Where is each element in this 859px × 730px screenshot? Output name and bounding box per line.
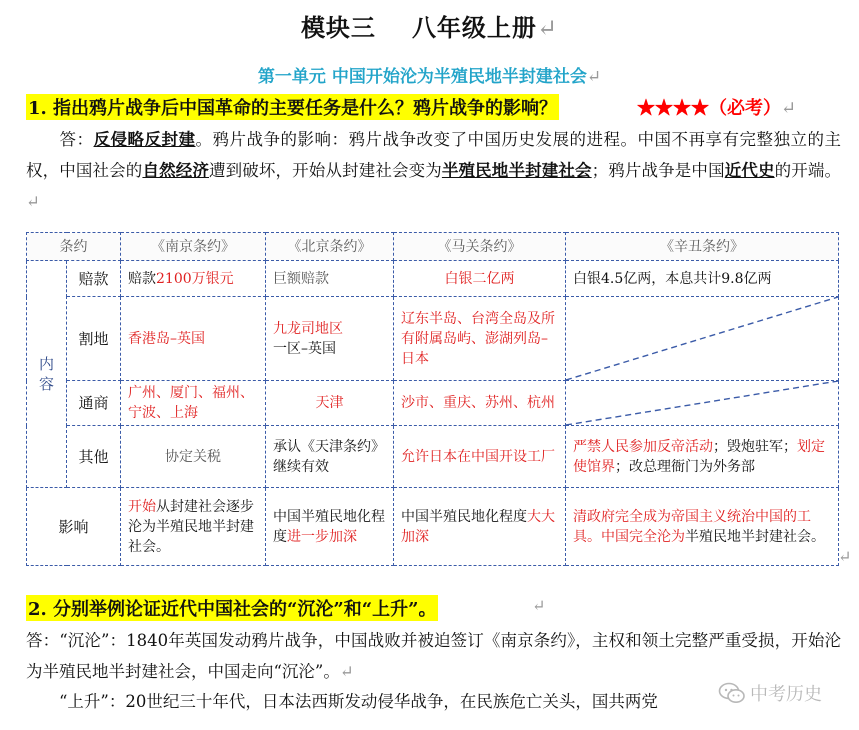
cell-nanjing-territory: 香港岛–英国 [121, 297, 266, 381]
cell-maguan-ports: 沙市、重庆、苏州、杭州 [394, 381, 566, 426]
answer-prefix: 答： [59, 130, 94, 149]
cell-xinchou-other [566, 426, 839, 488]
answer-text: “上升”：20世纪三十年代，日本法西斯发动侵华战争，在民族危亡关头，国共两党 [59, 692, 658, 711]
cell-maguan-indemnity: 白银二亿两 [394, 261, 566, 297]
key-term: 自然经济 [142, 161, 209, 180]
answer-text: 的开端。 [774, 161, 842, 180]
cell-text: 中国半殖民地化程度 [273, 508, 385, 545]
header-xinchou: 《辛丑条约》 [566, 233, 839, 261]
paragraph-mark: ↵ [532, 596, 546, 615]
side-label-text: 内容 [38, 355, 54, 393]
row-label-other: 其他 [67, 426, 121, 488]
answer-1: 答：反侵略反封建。鸦片战争的影响：鸦片战争改变了中国历史发展的进程。中国不再享有完整独立的主权，中国社会的自然经济遭到破坏，开始从封建社会变为半殖民地半封建社会；鸦片战争是中国近代史的开端。↵ [26, 130, 842, 211]
key-term: 近代史 [724, 161, 775, 180]
cell-xinchou-ports-empty [566, 381, 839, 426]
answer-text: 答：“沉沦”：1840年英国发动鸦片战争，中国战败并被迫签订《南京条约》，主权和领土完整严重受损，开始沦为半殖民地半封建社会，中国走向“沉沦”。 [26, 631, 841, 681]
header-treaty: 条约 [27, 233, 121, 261]
answer-text: 遭到破坏，开始从封建社会变为 [209, 161, 442, 180]
table-row [27, 488, 839, 566]
cell-text-red: 进一步加深 [287, 528, 357, 545]
diagonal-line [566, 381, 838, 425]
question-2 [26, 595, 438, 621]
row-label-impact: 影响 [27, 488, 121, 566]
unit-title-text: 第一单元 中国开始沦为半殖民地半封建社会 [257, 67, 587, 87]
watermark [718, 680, 822, 706]
table-row [27, 297, 839, 381]
cell-text-red: 九龙司地区 [273, 320, 343, 337]
cell-beijing-territory [266, 297, 394, 381]
answer-text: ；鸦片战争是中国 [591, 161, 725, 180]
cell-maguan-other: 允许日本在中国开设工厂 [394, 426, 566, 488]
cell-text-red: 清政府完全成为帝国主义统治中国的工具。中国完全沦为 [573, 508, 811, 545]
paragraph-mark: ↵ [838, 547, 852, 566]
unit-title: 第一单元 中国开始沦为半殖民地半封建社会↵ [257, 67, 602, 87]
must-test-tag: （必考） [709, 98, 781, 119]
cell-text: 中国半殖民地化程度 [401, 508, 527, 525]
title-grade: 八年级上册 [411, 13, 537, 42]
cell-nanjing-ports: 广州、厦门、福州、宁波、上海 [121, 381, 266, 426]
header-nanjing: 《南京条约》 [121, 233, 266, 261]
cell-text: 从封建社会逐步沦为半殖民地半封建社会。 [128, 498, 254, 555]
row-label-indemnity: 赔款 [67, 261, 121, 297]
cell-text-red: 2100万银元 [156, 270, 234, 287]
row-label-territory: 割地 [67, 297, 121, 381]
cell-xinchou-indemnity: 白银4.5亿两，本息共计9.8亿两 [566, 261, 839, 297]
table-header-row [27, 233, 839, 261]
watermark-text: 中考历史 [750, 684, 822, 705]
cell-beijing-indemnity: 巨额赔款 [266, 261, 394, 297]
treaty-comparison-table [26, 232, 839, 566]
cell-text-red: 开始 [128, 498, 156, 515]
content-side-label [27, 261, 67, 488]
wechat-icon [718, 682, 746, 704]
header-beijing: 《北京条约》 [266, 233, 394, 261]
cell-beijing-ports: 天津 [266, 381, 394, 426]
cell-nanjing-impact [121, 488, 266, 566]
answer-2-part-1: 答：“沉沦”：1840年英国发动鸦片战争，中国战败并被迫签订《南京条约》，主权和领土完整严重受损，开始沦为半殖民地半封建社会，中国走向“沉沦”。↵ [26, 631, 841, 681]
cell-text-red: 划定使馆界 [573, 438, 825, 475]
cell-nanjing-indemnity [121, 261, 266, 297]
cell-text: ；毁炮驻军； [713, 438, 797, 455]
cell-xinchou-impact [566, 488, 839, 566]
row-label-ports: 通商 [67, 381, 121, 426]
key-term: 反侵略反封建 [93, 130, 196, 149]
cell-xinchou-territory-empty [566, 297, 839, 381]
cell-text-red: 严禁人民参加反帝活动 [573, 438, 713, 455]
cell-text: 赔款 [128, 270, 156, 287]
cell-beijing-other: 承认《天津条约》继续有效 [266, 426, 394, 488]
star-rating: ★★★★ [637, 98, 709, 119]
cell-beijing-impact [266, 488, 394, 566]
cell-text-red: 大大加深 [401, 508, 555, 545]
cell-nanjing-other: 协定关税 [121, 426, 266, 488]
cell-text: 半殖民地半封建社会。 [685, 528, 825, 545]
key-term: 半殖民地半封建社会 [441, 161, 592, 180]
cell-maguan-territory: 辽东半岛、台湾全岛及所有附属岛屿、澎湖列岛–日本 [394, 297, 566, 381]
cell-text: ；改总理衙门为外务部 [615, 458, 755, 475]
table-row [27, 426, 839, 488]
page-title: 模块三 八年级上册↵ [300, 13, 559, 42]
question-1-importance: ★★★★（必考）↵ [637, 98, 797, 119]
table-row [27, 261, 839, 297]
answer-text: 。鸦片战争的影响：鸦片战争改变了中国历史发展的进程。中国不再享有完整独立的主权，中国社会的 [26, 130, 841, 180]
cell-maguan-impact [394, 488, 566, 566]
title-module: 模块三 [300, 13, 376, 42]
cell-text: 一区–英国 [273, 340, 336, 357]
header-maguan: 《马关条约》 [394, 233, 566, 261]
question-2-text: 2. 分别举例论证近代中国社会的“沉沦”和“上升”。 [28, 599, 437, 620]
question-1: 1. 指出鸦片战争后中国革命的主要任务是什么？鸦片战争的影响？ [26, 94, 559, 120]
diagonal-line [566, 297, 838, 380]
table-row [27, 381, 839, 426]
